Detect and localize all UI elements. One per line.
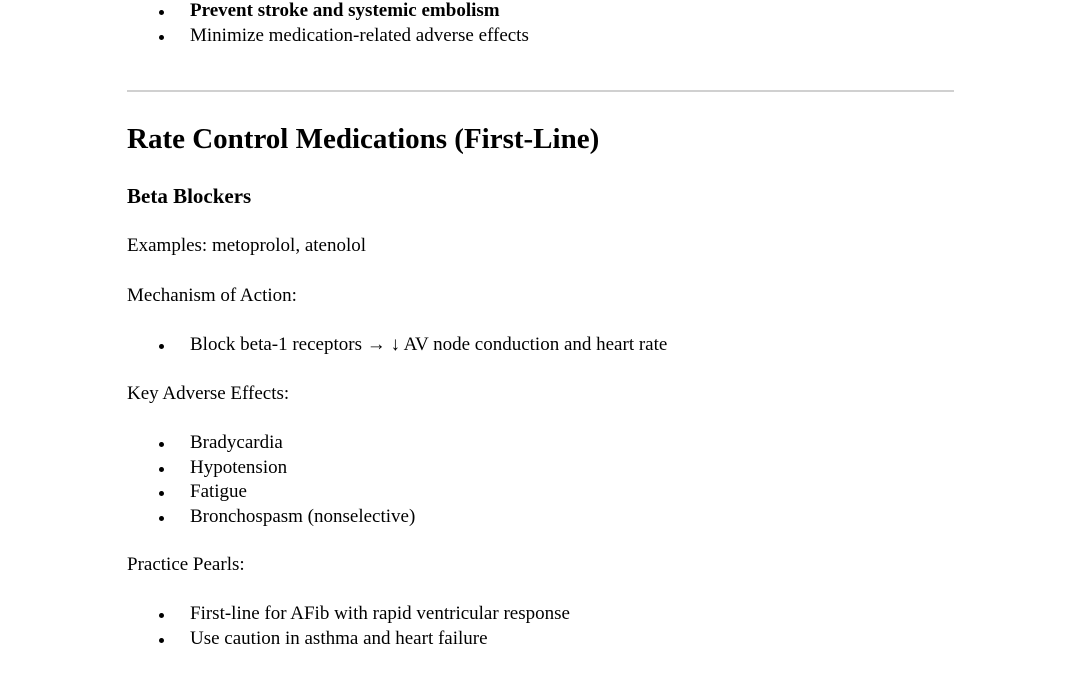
section-title: Rate Control Medications (First-Line)	[127, 123, 600, 155]
list-item-text: Use caution in asthma and heart failure	[190, 627, 488, 649]
practice-pearls-label: Practice Pearls:	[127, 554, 245, 575]
list-item	[0, 480, 415, 505]
bullet-icon	[159, 516, 164, 521]
adverse-effects-list	[0, 431, 415, 529]
list-item	[0, 456, 415, 481]
list-item-text: Bronchospasm (nonselective)	[190, 505, 416, 527]
list-item	[0, 333, 667, 358]
bullet-icon	[159, 491, 164, 496]
bullet-icon	[159, 638, 164, 643]
bullet-icon	[159, 467, 164, 472]
adverse-effects-label: Key Adverse Effects:	[127, 383, 290, 404]
bullet-icon	[159, 613, 164, 618]
list-item-text: Prevent stroke and systemic embolism	[190, 0, 500, 21]
bullet-icon	[159, 344, 164, 349]
list-item	[0, 627, 570, 652]
subsection-title: Beta Blockers	[127, 184, 252, 208]
bullet-icon	[159, 10, 164, 15]
list-item-text: Minimize medication-related adverse effects	[190, 24, 529, 46]
list-item	[0, 0, 529, 24]
list-item-text: Fatigue	[190, 481, 247, 503]
mechanism-list	[0, 333, 667, 358]
bullet-icon	[159, 442, 164, 447]
list-item	[0, 505, 415, 530]
practice-pearls-list	[0, 602, 570, 651]
list-item-text: Bradycardia	[190, 432, 283, 453]
bullet-icon	[159, 35, 164, 40]
list-item	[0, 24, 529, 49]
horizontal-divider	[127, 90, 954, 92]
list-item	[0, 602, 570, 627]
list-item	[0, 431, 415, 456]
list-item-text: Hypotension	[190, 456, 288, 478]
list-item-text: First-line for AFib with rapid ventricular response	[190, 603, 570, 624]
list-item-text: Block beta-1 receptors → ↓ AV node conduction and heart rate	[190, 334, 668, 355]
examples-text: Examples: metoprolol, atenolol	[127, 235, 367, 256]
mechanism-label: Mechanism of Action:	[127, 285, 297, 306]
goals-list	[0, 0, 529, 48]
